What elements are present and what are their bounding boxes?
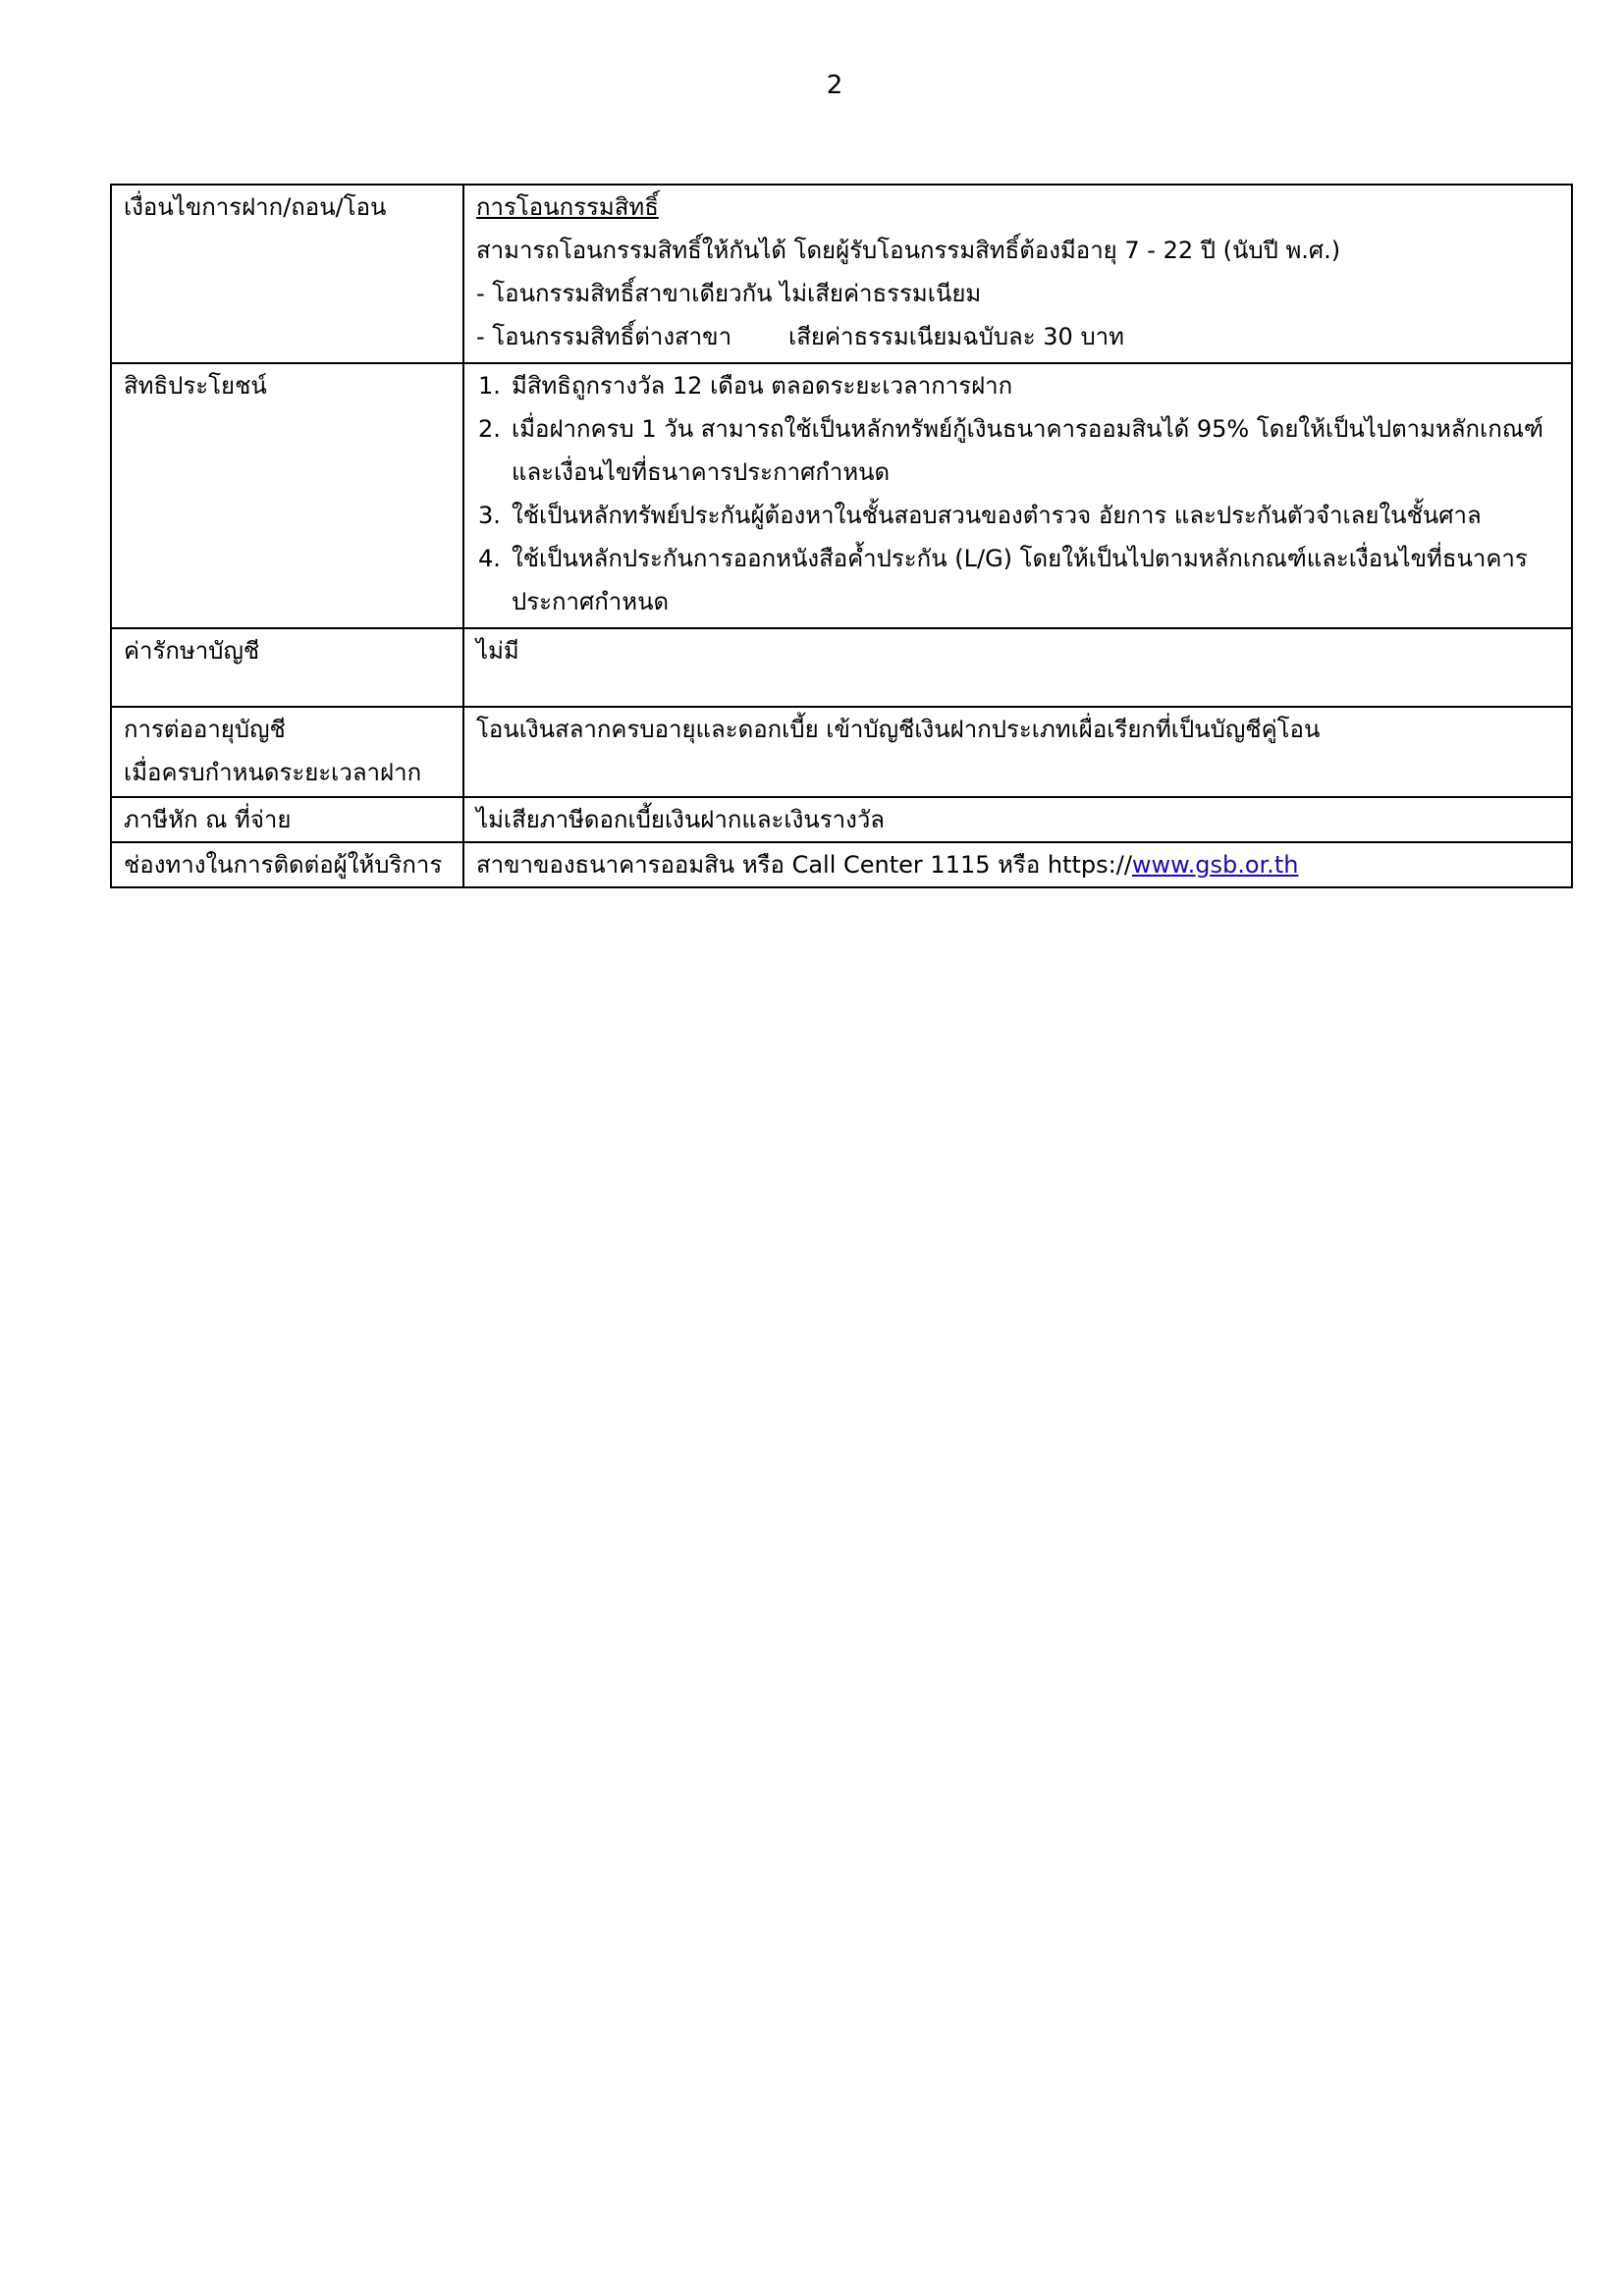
row-value-withholding-tax (463, 797, 1572, 842)
other-branch-label: - โอนกรรมสิทธิ์ต่างสาขา (476, 323, 732, 350)
value-text: ไม่เสียภาษีดอกเบี้ยเงินฝากและเงินรางวัล (476, 806, 886, 833)
table-row-benefits (111, 363, 1572, 628)
list-item-text: ใช้เป็นหลักทรัพย์ประกันผู้ต้องหาในชั้นสอบสวนของตำรวจ อัยการ และประกันตัวจำเลยในชั้นศาล (512, 502, 1482, 529)
same-branch-fee-text: - โอนกรรมสิทธิ์สาขาเดียวกัน ไม่เสียค่าธรรมเนียม (476, 280, 982, 307)
row-label-conditions (111, 185, 463, 363)
row-label-maintenance-fee (111, 628, 463, 707)
row-value-renewal (463, 707, 1572, 797)
label-text: การต่ออายุบัญชี (124, 716, 286, 743)
row-label-contact (111, 842, 463, 887)
product-info-table (110, 184, 1573, 888)
list-item-text-continued: ประกาศกำหนด (512, 588, 670, 615)
row-value-contact (463, 842, 1572, 887)
list-item-number: 4. (478, 545, 501, 572)
other-branch-fee: เสียค่าธรรมเนียมฉบับละ 30 บาท (788, 323, 1124, 350)
list-item (476, 494, 1559, 537)
row-label-renewal (111, 707, 463, 797)
row-value-conditions (463, 185, 1572, 363)
label-text: สิทธิประโยชน์ (124, 372, 267, 400)
section-heading-ownership-transfer: การโอนกรรมสิทธิ์ (476, 193, 659, 221)
benefits-list (476, 364, 1559, 623)
other-branch-fee-row (476, 315, 1559, 358)
label-text: ค่ารักษาบัญชี (124, 637, 260, 665)
page-number: 2 (826, 71, 843, 100)
list-item-number: 2. (478, 415, 501, 443)
label-text: ภาษีหัก ณ ที่จ่าย (124, 806, 292, 833)
value-text: ไม่มี (476, 637, 519, 665)
table-row-withholding-tax (111, 797, 1572, 842)
gsb-website-link[interactable]: www.gsb.or.th (1131, 851, 1299, 879)
list-item-number: 3. (478, 502, 501, 529)
row-label-withholding-tax (111, 797, 463, 842)
contact-text: สาขาของธนาคารออมสิน หรือ Call Center 1115 หรือ https:// (476, 851, 1132, 879)
row-value-benefits (463, 363, 1572, 628)
row-label-benefits (111, 363, 463, 628)
transfer-condition-text: สามารถโอนกรรมสิทธิ์ให้กันได้ โดยผู้รับโอนกรรมสิทธิ์ต้องมีอายุ 7 - 22 ปี (นับปี พ.ศ.) (476, 237, 1341, 264)
table-row-conditions (111, 185, 1572, 363)
list-item-text: มีสิทธิถูกรางวัล 12 เดือน ตลอดระยะเวลาการฝาก (512, 372, 1013, 400)
list-item-text-continued: และเงื่อนไขที่ธนาคารประกาศกำหนด (512, 458, 891, 486)
label-text: เงื่อนไขการฝาก/ถอน/โอน (124, 193, 387, 221)
label-text-continued: เมื่อครบกำหนดระยะเวลาฝาก (124, 759, 422, 786)
list-item-number: 1. (478, 372, 501, 400)
table-row-maintenance-fee (111, 628, 1572, 707)
table-row-contact (111, 842, 1572, 887)
list-item (476, 537, 1559, 623)
list-item (476, 407, 1559, 494)
row-value-maintenance-fee (463, 628, 1572, 707)
list-item-text: เมื่อฝากครบ 1 วัน สามารถใช้เป็นหลักทรัพย์กู้เงินธนาคารออมสินได้ 95% โดยให้เป็นไปตามหลักเกณฑ์ (512, 415, 1543, 443)
list-item (476, 364, 1559, 407)
contact-value (476, 843, 1559, 886)
value-text: โอนเงินสลากครบอายุและดอกเบี้ย เข้าบัญชีเงินฝากประเภทเผื่อเรียกที่เป็นบัญชีคู่โอน (476, 716, 1321, 743)
table-row-renewal (111, 707, 1572, 797)
label-text: ช่องทางในการติดต่อผู้ให้บริการ (124, 851, 443, 879)
list-item-text: ใช้เป็นหลักประกันการออกหนังสือค้ำประกัน (L/G) โดยให้เป็นไปตามหลักเกณฑ์และเงื่อนไขที่ธนาคาร (512, 545, 1528, 572)
